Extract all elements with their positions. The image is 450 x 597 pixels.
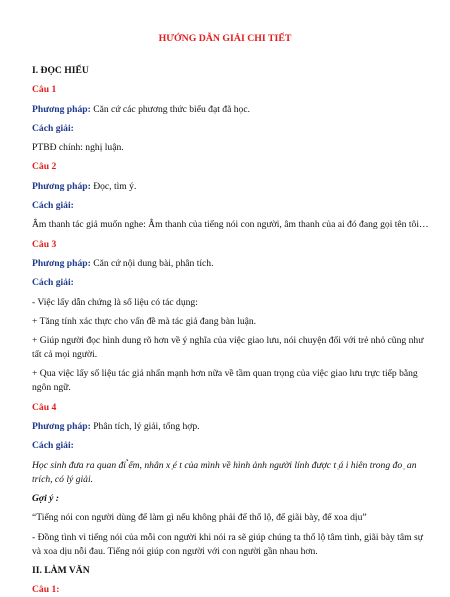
question-3-line: + Qua việc lấy số liệu tác giả nhấn mạnh hơn nữa về tầm quan trọng của việc giao lưu trực tiếp bằng ngôn ngữ. (32, 368, 418, 394)
question-1-answer: PTBĐ chính: nghị luận. (32, 142, 124, 154)
method-text: Căn cứ các phương thức biểu đạt đã học. (90, 103, 250, 115)
section-heading-writing: II. LÀM VĂN (32, 564, 90, 576)
question-4-solution-label: Cách giải: (32, 440, 74, 452)
question-3-heading: Câu 3 (32, 238, 57, 250)
writing-question-1-heading: Câu 1: (32, 584, 60, 596)
question-4-hint-line: “Tiếng nói con người dùng để làm gì nếu không phải để thổ lộ, để giãi bày, để xoa dịu” (32, 512, 367, 524)
section-heading-reading: I. ĐỌC HIỂU (32, 65, 89, 76)
question-2-heading: Câu 2 (32, 161, 57, 173)
question-3-solution-label: Cách giải: (32, 277, 74, 289)
method-label: Phương pháp: (32, 257, 91, 269)
method-text: Đọc, tìm ý. (90, 180, 137, 192)
document-body (32, 64, 430, 597)
question-4-hint-label: Gợi ý : (32, 492, 59, 504)
question-2-answer: Âm thanh tác giả muốn nghe: Âm thanh của tiếng nói con người, âm thanh của ai đó đang gọi tên tôi… (32, 219, 429, 231)
question-1-method (32, 103, 430, 117)
question-3-line: - Việc lấy dẫn chứng là số liệu có tác dụng: (32, 296, 198, 308)
question-4-hint-line: - Đồng tình vì tiếng nói của mỗi con người khi nói ra sẽ giúp chúng ta thổ lộ tâm tình, giãi bày tâm sự và xoa dịu nỗi đau. Tiếng nói giúp con người với con người gần nhau hơn. (32, 531, 423, 557)
method-label: Phương pháp: (32, 421, 91, 433)
method-text: Phân tích, lý giải, tổng hợp. (90, 421, 200, 433)
page-title: HƯỚNG DẪN GIẢI CHI TIẾT (158, 33, 292, 44)
question-4-heading: Câu 4 (32, 401, 57, 413)
question-4-method (32, 420, 430, 434)
question-4-instruction: Học sinh đưa ra quan đi ̉ểm, nhân x ̣é t của mình về hình ảnh người lính được t ̣á i hiên trong đo ̣ an trích, có lý giải. (32, 459, 417, 485)
question-3-line: + Tăng tính xác thực cho vấn đề mà tác giả đang bàn luận. (32, 315, 257, 327)
method-label: Phương pháp: (32, 180, 91, 192)
question-3-method (32, 257, 430, 271)
question-2-solution-label: Cách giải: (32, 200, 74, 212)
question-1-heading: Câu 1 (32, 84, 57, 96)
method-text: Căn cứ nội dung bài, phân tích. (90, 257, 214, 269)
method-label: Phương pháp: (32, 103, 91, 115)
question-3-line: + Giúp người đọc hình dung rõ hơn về ý nghĩa của việc giao lưu, nói chuyện đối với trẻ nhỏ cũng như tất cả mọi người. (32, 335, 424, 361)
question-1-solution-label: Cách giải: (32, 122, 74, 134)
question-2-method (32, 180, 430, 194)
